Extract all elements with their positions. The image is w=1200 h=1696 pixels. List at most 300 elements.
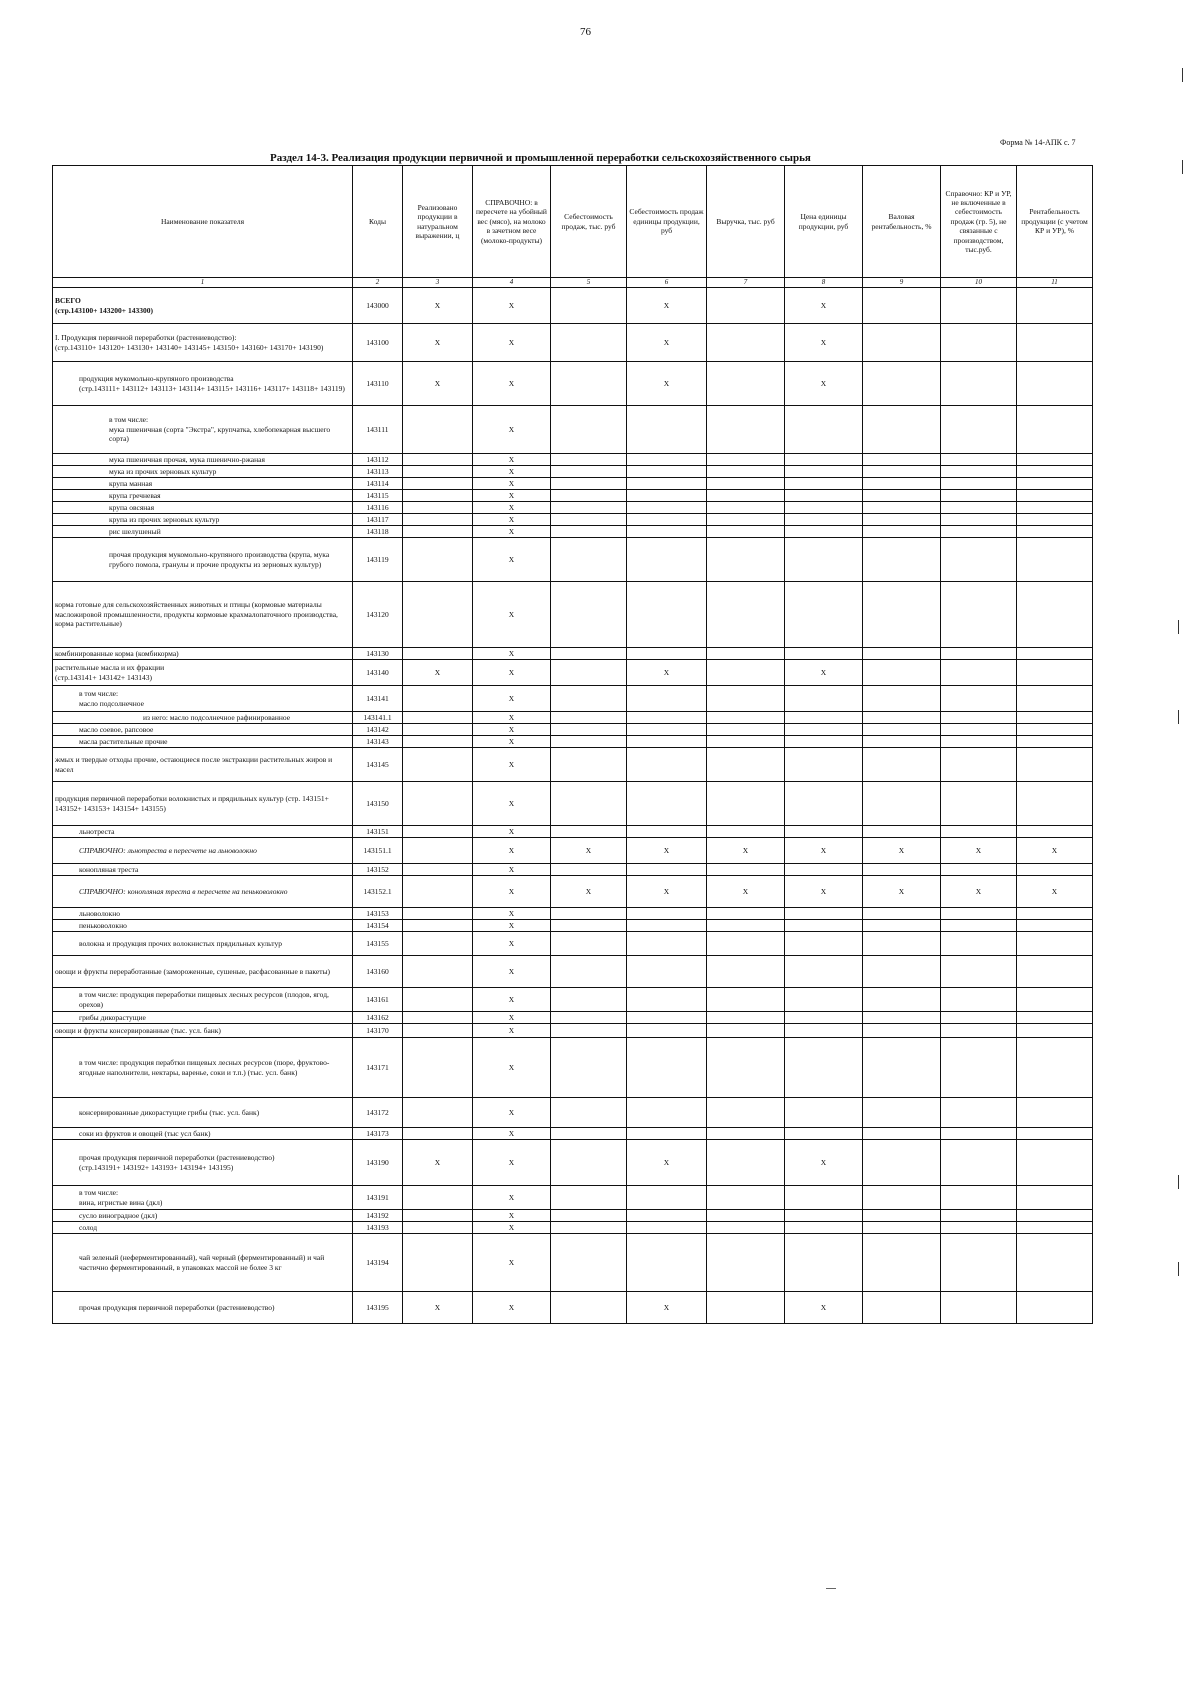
value-cell	[1017, 908, 1093, 920]
value-cell	[941, 724, 1017, 736]
value-cell	[551, 1234, 627, 1292]
row-code: 143151	[353, 826, 403, 838]
row-code: 143152	[353, 864, 403, 876]
value-cell	[707, 362, 785, 406]
value-cell	[627, 1234, 707, 1292]
row-name: крупа гречневая	[53, 490, 353, 502]
column-number: 11	[1017, 278, 1093, 288]
value-cell	[627, 526, 707, 538]
value-cell	[707, 1128, 785, 1140]
cell-x-mark: X	[473, 838, 551, 864]
value-cell	[785, 736, 863, 748]
value-cell	[785, 1186, 863, 1210]
value-cell	[863, 1038, 941, 1098]
value-cell	[863, 864, 941, 876]
row-name: мука пшеничная прочая, мука пшенично-ржаная	[53, 454, 353, 466]
table-row	[53, 920, 1093, 932]
value-cell	[863, 466, 941, 478]
row-name: мука из прочих зерновых культур	[53, 466, 353, 478]
table-row	[53, 1024, 1093, 1038]
cell-x-mark: X	[403, 660, 473, 686]
value-cell	[941, 454, 1017, 466]
value-cell	[863, 648, 941, 660]
row-code: 143145	[353, 748, 403, 782]
scan-dash-mark	[826, 1588, 836, 1589]
value-cell	[627, 1128, 707, 1140]
value-cell	[707, 1234, 785, 1292]
table-row	[53, 908, 1093, 920]
value-cell	[707, 1140, 785, 1186]
form-label: Форма № 14-АПК с. 7	[1000, 138, 1076, 147]
header-cell: Себестоимость продаж, тыс. руб	[551, 166, 627, 278]
value-cell	[551, 648, 627, 660]
column-number: 9	[863, 278, 941, 288]
header-cell: Цена единицы продукции, руб	[785, 166, 863, 278]
value-cell	[941, 324, 1017, 362]
table-row	[53, 1012, 1093, 1024]
value-cell	[403, 1186, 473, 1210]
table-row	[53, 1292, 1093, 1324]
value-cell	[785, 490, 863, 502]
value-cell	[707, 454, 785, 466]
cell-x-mark: X	[473, 956, 551, 988]
value-cell	[707, 648, 785, 660]
cell-x-mark: X	[627, 876, 707, 908]
value-cell	[707, 466, 785, 478]
cell-x-mark: X	[473, 1012, 551, 1024]
table-row	[53, 1210, 1093, 1222]
value-cell	[627, 1038, 707, 1098]
value-cell	[627, 538, 707, 582]
value-cell	[941, 1140, 1017, 1186]
value-cell	[863, 582, 941, 648]
value-cell	[551, 932, 627, 956]
value-cell	[1017, 466, 1093, 478]
cell-x-mark: X	[473, 1234, 551, 1292]
value-cell	[863, 1012, 941, 1024]
value-cell	[785, 988, 863, 1012]
value-cell	[707, 1038, 785, 1098]
table-row	[53, 526, 1093, 538]
value-cell	[785, 648, 863, 660]
row-code: 143193	[353, 1222, 403, 1234]
scan-edge-mark	[1178, 1175, 1179, 1189]
value-cell	[551, 864, 627, 876]
value-cell	[785, 1210, 863, 1222]
value-cell	[941, 538, 1017, 582]
value-cell	[1017, 1098, 1093, 1128]
row-name: I. Продукция первичной переработки (растениеводство): (стр.143110+ 143120+ 143130+ 143140+ 143145+ 143150+ 143160+ 143170+ 143190)	[53, 324, 353, 362]
value-cell	[1017, 526, 1093, 538]
row-name: грибы дикорастущие	[53, 1012, 353, 1024]
value-cell	[1017, 1292, 1093, 1324]
value-cell	[1017, 826, 1093, 838]
row-name: ВСЕГО (стр.143100+ 143200+ 143300)	[53, 288, 353, 324]
table-row	[53, 736, 1093, 748]
value-cell	[941, 288, 1017, 324]
row-name: СПРАВОЧНО: конопляная треста в пересчете на пеньковолокно	[53, 876, 353, 908]
value-cell	[941, 466, 1017, 478]
value-cell	[403, 956, 473, 988]
value-cell	[403, 724, 473, 736]
value-cell	[627, 712, 707, 724]
value-cell	[863, 956, 941, 988]
value-cell	[785, 782, 863, 826]
value-cell	[941, 648, 1017, 660]
value-cell	[403, 712, 473, 724]
value-cell	[863, 1140, 941, 1186]
row-code: 143116	[353, 502, 403, 514]
value-cell	[551, 478, 627, 490]
value-cell	[403, 908, 473, 920]
table-row	[53, 826, 1093, 838]
value-cell	[707, 1292, 785, 1324]
value-cell	[1017, 454, 1093, 466]
value-cell	[1017, 502, 1093, 514]
value-cell	[403, 1210, 473, 1222]
value-cell	[941, 956, 1017, 988]
value-cell	[627, 478, 707, 490]
value-cell	[941, 406, 1017, 454]
cell-x-mark: X	[473, 406, 551, 454]
value-cell	[551, 748, 627, 782]
value-cell	[403, 876, 473, 908]
row-code: 143151.1	[353, 838, 403, 864]
value-cell	[941, 686, 1017, 712]
table-row	[53, 686, 1093, 712]
table-row	[53, 988, 1093, 1012]
header-cell: Себестоимость продаж единицы продукции, руб	[627, 166, 707, 278]
row-code: 143192	[353, 1210, 403, 1222]
row-code: 143119	[353, 538, 403, 582]
row-code: 143117	[353, 514, 403, 526]
cell-x-mark: X	[627, 288, 707, 324]
value-cell	[1017, 514, 1093, 526]
row-code: 143170	[353, 1024, 403, 1038]
cell-x-mark: X	[941, 876, 1017, 908]
cell-x-mark: X	[473, 1140, 551, 1186]
row-name: растительные масла и их фракции (стр.143141+ 143142+ 143143)	[53, 660, 353, 686]
table-row	[53, 838, 1093, 864]
value-cell	[403, 478, 473, 490]
cell-x-mark: X	[473, 1186, 551, 1210]
value-cell	[551, 466, 627, 478]
value-cell	[1017, 1038, 1093, 1098]
cell-x-mark: X	[863, 876, 941, 908]
row-name: масло соевое, рапсовое	[53, 724, 353, 736]
row-code: 143150	[353, 782, 403, 826]
row-code: 143143	[353, 736, 403, 748]
cell-x-mark: X	[1017, 838, 1093, 864]
value-cell	[863, 1098, 941, 1128]
value-cell	[403, 838, 473, 864]
value-cell	[863, 724, 941, 736]
row-code: 143141	[353, 686, 403, 712]
value-cell	[551, 526, 627, 538]
cell-x-mark: X	[473, 1024, 551, 1038]
value-cell	[627, 1012, 707, 1024]
value-cell	[863, 1210, 941, 1222]
value-cell	[863, 908, 941, 920]
row-name: в том числе: вина, игристые вина (дкл)	[53, 1186, 353, 1210]
value-cell	[785, 864, 863, 876]
value-cell	[1017, 288, 1093, 324]
value-cell	[1017, 1234, 1093, 1292]
cell-x-mark: X	[863, 838, 941, 864]
value-cell	[863, 514, 941, 526]
value-cell	[551, 454, 627, 466]
column-number: 2	[353, 278, 403, 288]
value-cell	[403, 736, 473, 748]
row-name: консервированные дикорастущие грибы (тыс. усл. банк)	[53, 1098, 353, 1128]
value-cell	[941, 1024, 1017, 1038]
table-row	[53, 514, 1093, 526]
row-name: в том числе: масло подсолнечное	[53, 686, 353, 712]
header-cell: Валовая рентабельность, %	[863, 166, 941, 278]
value-cell	[627, 864, 707, 876]
cell-x-mark: X	[473, 988, 551, 1012]
row-code: 143118	[353, 526, 403, 538]
row-name: СПРАВОЧНО: льнотреста в пересчете на льноволокно	[53, 838, 353, 864]
value-cell	[941, 1234, 1017, 1292]
value-cell	[785, 538, 863, 582]
row-code: 143112	[353, 454, 403, 466]
cell-x-mark: X	[473, 502, 551, 514]
value-cell	[785, 514, 863, 526]
cell-x-mark: X	[473, 660, 551, 686]
table-row	[53, 1140, 1093, 1186]
value-cell	[551, 782, 627, 826]
value-cell	[707, 1210, 785, 1222]
cell-x-mark: X	[473, 748, 551, 782]
row-name: прочая продукция первичной переработки (растениеводство)	[53, 1292, 353, 1324]
value-cell	[403, 538, 473, 582]
cell-x-mark: X	[473, 1038, 551, 1098]
value-cell	[707, 826, 785, 838]
value-cell	[1017, 932, 1093, 956]
cell-x-mark: X	[785, 876, 863, 908]
value-cell	[1017, 1012, 1093, 1024]
row-name: рис шелушеный	[53, 526, 353, 538]
header-row	[53, 166, 1093, 278]
value-cell	[785, 920, 863, 932]
table-row	[53, 712, 1093, 724]
cell-x-mark: X	[473, 466, 551, 478]
row-name: жмых и твердые отходы прочие, остающиеся после экстракции растительных жиров и масел	[53, 748, 353, 782]
value-cell	[941, 782, 1017, 826]
cell-x-mark: X	[403, 1140, 473, 1186]
row-name: соки из фруктов и овощей (тыс усл банк)	[53, 1128, 353, 1140]
row-code: 143195	[353, 1292, 403, 1324]
cell-x-mark: X	[473, 1210, 551, 1222]
value-cell	[627, 1098, 707, 1128]
value-cell	[785, 1222, 863, 1234]
value-cell	[707, 406, 785, 454]
row-name: крупа из прочих зерновых культур	[53, 514, 353, 526]
cell-x-mark: X	[473, 1222, 551, 1234]
row-code: 143173	[353, 1128, 403, 1140]
column-number: 6	[627, 278, 707, 288]
value-cell	[403, 582, 473, 648]
table-row	[53, 876, 1093, 908]
value-cell	[1017, 648, 1093, 660]
value-cell	[403, 748, 473, 782]
value-cell	[1017, 538, 1093, 582]
row-code: 143111	[353, 406, 403, 454]
value-cell	[403, 1038, 473, 1098]
value-cell	[941, 1292, 1017, 1324]
value-cell	[941, 660, 1017, 686]
row-code: 143153	[353, 908, 403, 920]
cell-x-mark: X	[473, 1098, 551, 1128]
table-row	[53, 362, 1093, 406]
cell-x-mark: X	[473, 864, 551, 876]
cell-x-mark: X	[403, 324, 473, 362]
cell-x-mark: X	[785, 838, 863, 864]
cell-x-mark: X	[473, 876, 551, 908]
value-cell	[863, 826, 941, 838]
row-code: 143171	[353, 1038, 403, 1098]
value-cell	[551, 582, 627, 648]
row-name: масла растительные прочие	[53, 736, 353, 748]
cell-x-mark: X	[473, 1292, 551, 1324]
value-cell	[941, 362, 1017, 406]
table-row	[53, 466, 1093, 478]
cell-x-mark: X	[473, 324, 551, 362]
row-name: корма готовые для сельскохозяйственных животных и птицы (кормовые материалы масложировой промышленности, продукты кормовые крахмалопаточного производства, корма растительные)	[53, 582, 353, 648]
cell-x-mark: X	[403, 1292, 473, 1324]
cell-x-mark: X	[473, 826, 551, 838]
value-cell	[403, 406, 473, 454]
cell-x-mark: X	[627, 1292, 707, 1324]
value-cell	[627, 466, 707, 478]
value-cell	[707, 324, 785, 362]
row-code: 143142	[353, 724, 403, 736]
value-cell	[1017, 724, 1093, 736]
cell-x-mark: X	[551, 838, 627, 864]
value-cell	[707, 988, 785, 1012]
cell-x-mark: X	[627, 1140, 707, 1186]
header-cell: СПРАВОЧНО: в пересчете на убойный вес (мясо), на молоко в зачетном весе (молоко-продукты)	[473, 166, 551, 278]
value-cell	[551, 1038, 627, 1098]
header-cell: Рентабельность продукции (с учетом КР и УР), %	[1017, 166, 1093, 278]
value-cell	[627, 932, 707, 956]
table-row	[53, 1222, 1093, 1234]
cell-x-mark: X	[941, 838, 1017, 864]
value-cell	[941, 1128, 1017, 1140]
value-cell	[551, 490, 627, 502]
row-code: 143154	[353, 920, 403, 932]
column-number: 5	[551, 278, 627, 288]
value-cell	[627, 724, 707, 736]
value-cell	[627, 920, 707, 932]
cell-x-mark: X	[473, 362, 551, 406]
value-cell	[627, 956, 707, 988]
value-cell	[551, 1292, 627, 1324]
cell-x-mark: X	[1017, 876, 1093, 908]
cell-x-mark: X	[473, 490, 551, 502]
value-cell	[403, 648, 473, 660]
value-cell	[785, 406, 863, 454]
value-cell	[785, 502, 863, 514]
row-name: крупа овсяная	[53, 502, 353, 514]
value-cell	[863, 502, 941, 514]
value-cell	[863, 1222, 941, 1234]
cell-x-mark: X	[473, 526, 551, 538]
value-cell	[785, 748, 863, 782]
value-cell	[1017, 686, 1093, 712]
value-cell	[403, 466, 473, 478]
cell-x-mark: X	[473, 1128, 551, 1140]
value-cell	[707, 932, 785, 956]
table-row	[53, 1186, 1093, 1210]
value-cell	[403, 686, 473, 712]
value-cell	[941, 748, 1017, 782]
value-cell	[707, 1098, 785, 1128]
value-cell	[707, 686, 785, 712]
value-cell	[707, 1186, 785, 1210]
value-cell	[1017, 712, 1093, 724]
cell-x-mark: X	[627, 838, 707, 864]
value-cell	[863, 454, 941, 466]
value-cell	[785, 1234, 863, 1292]
value-cell	[707, 956, 785, 988]
value-cell	[1017, 478, 1093, 490]
cell-x-mark: X	[785, 288, 863, 324]
value-cell	[551, 1128, 627, 1140]
value-cell	[785, 1038, 863, 1098]
value-cell	[551, 660, 627, 686]
value-cell	[403, 988, 473, 1012]
value-cell	[941, 478, 1017, 490]
row-code: 143162	[353, 1012, 403, 1024]
value-cell	[403, 1098, 473, 1128]
value-cell	[1017, 1140, 1093, 1186]
row-name: продукция первичной переработки волокнистых и прядильных культур (стр. 143151+ 143152+ 143153+ 143154+ 143155)	[53, 782, 353, 826]
column-number: 3	[403, 278, 473, 288]
value-cell	[403, 1222, 473, 1234]
row-name: солод	[53, 1222, 353, 1234]
value-cell	[1017, 1024, 1093, 1038]
value-cell	[707, 782, 785, 826]
row-code: 143160	[353, 956, 403, 988]
value-cell	[863, 478, 941, 490]
value-cell	[551, 514, 627, 526]
value-cell	[863, 1234, 941, 1292]
table-row	[53, 1038, 1093, 1098]
section-title: Раздел 14-3. Реализация продукции первичной и промышленной переработки сельскохозяйственного сырья	[270, 152, 811, 164]
sales-table	[52, 165, 1093, 1324]
value-cell	[627, 686, 707, 712]
value-cell	[403, 920, 473, 932]
value-cell	[941, 826, 1017, 838]
value-cell	[941, 932, 1017, 956]
row-code: 143100	[353, 324, 403, 362]
row-name: крупа манная	[53, 478, 353, 490]
value-cell	[1017, 956, 1093, 988]
value-cell	[863, 988, 941, 1012]
table-row	[53, 724, 1093, 736]
value-cell	[707, 582, 785, 648]
value-cell	[551, 538, 627, 582]
cell-x-mark: X	[785, 660, 863, 686]
row-name: сусло виноградное (дкл)	[53, 1210, 353, 1222]
value-cell	[785, 686, 863, 712]
value-cell	[551, 908, 627, 920]
cell-x-mark: X	[785, 324, 863, 362]
value-cell	[941, 920, 1017, 932]
value-cell	[863, 686, 941, 712]
